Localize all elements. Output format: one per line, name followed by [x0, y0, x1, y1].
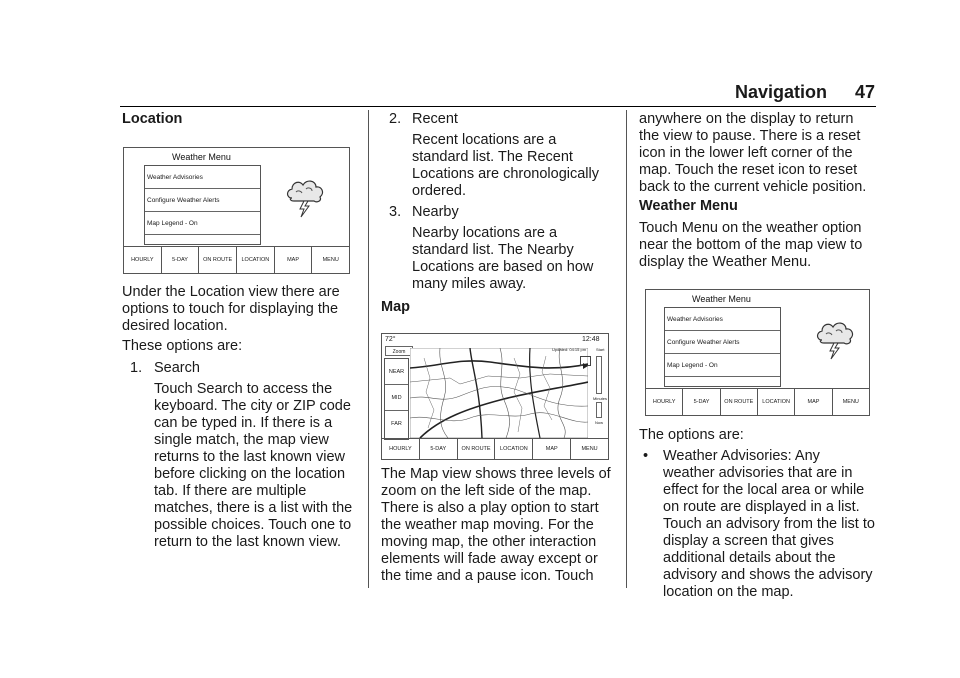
play-button — [580, 356, 591, 366]
zoom-label: Zoom — [385, 346, 413, 356]
list-number: 1. — [130, 360, 143, 376]
weather-advisories-bullet: Weather Advisories: Any weather advisories that are in effect for the local area or while on route are displayed in a list. Touch an advisory from the list to display a screen that gives additional details about the advisory and shows the advisory location on the map. — [663, 448, 875, 600]
location-button: LOCATION — [495, 439, 533, 459]
list-number: 3. — [389, 204, 402, 220]
minutes-label: Minutes — [593, 396, 608, 401]
weather-menu-list — [664, 307, 781, 387]
search-body: Touch Search to access the keyboard. The city or ZIP code can be typed in. If there is a single match, the map view returns to the last known view before clicking on the location tab. If there are multiple matches, there is a list with the possible choices. Touch one to return to the last known view. — [154, 381, 353, 550]
weather-menu-heading: Weather Menu — [639, 198, 738, 214]
five-day-button: 5-DAY — [683, 389, 720, 415]
page-number: 47 — [855, 82, 876, 102]
map-button: MAP — [795, 389, 832, 415]
weather-map-figure — [381, 333, 609, 460]
list-item: Configure Weather Alerts — [665, 331, 780, 354]
list-item: Weather Advisories — [665, 308, 780, 331]
bullet-marker: • — [643, 448, 649, 464]
timeline-slider-lower — [596, 402, 602, 418]
five-day-button: 5-DAY — [420, 439, 458, 459]
column-divider — [626, 110, 627, 588]
map-para: The Map view shows three levels of zoom on the left side of the map. There is also a play option to start the weather map moving. For the moving map, the other interaction elements will fade away except or the time and a pause icon. Touch — [381, 466, 611, 584]
location-button: LOCATION — [758, 389, 795, 415]
weather-menu-figure — [123, 147, 350, 274]
storm-cloud-icon — [814, 318, 858, 362]
location-para: Under the Location view there are options to touch for displaying the desired location. — [122, 284, 340, 334]
on-route-button: ON ROUTE — [199, 247, 237, 273]
map-footer — [382, 438, 608, 459]
zoom-controls — [384, 358, 409, 440]
nearby-title: Nearby — [412, 204, 459, 220]
menu-button: MENU — [581, 446, 598, 452]
location-heading: Location — [122, 111, 183, 127]
recent-title: Recent — [412, 111, 458, 127]
map-para-continued: anywhere on the display to return the view to pause. There is a reset icon in the lower left corner of the map. Touch the reset icon to reset back to the current vehicle position. — [639, 111, 867, 195]
start-label: Start — [596, 347, 605, 352]
weather-menu-list — [144, 165, 261, 245]
hourly-button: HOURLY — [646, 389, 683, 415]
zoom-near-button: NEAR — [385, 359, 408, 385]
nearby-body: Nearby locations are a standard list. The Nearby Locations are based on how many miles away. — [412, 225, 594, 292]
map-button: MAP — [275, 247, 313, 273]
storm-cloud-icon — [284, 176, 328, 220]
play-icon — [581, 362, 590, 370]
recent-body: Recent locations are a standard list. The Recent Locations are chronologically ordered. — [412, 132, 599, 199]
list-item: Weather Advisories — [145, 166, 260, 189]
clock: 12:48 — [582, 336, 600, 343]
list-item: Configure Weather Alerts — [145, 189, 260, 212]
on-route-button: ON ROUTE — [721, 389, 758, 415]
zoom-mid-button: MID — [385, 385, 408, 411]
header-rule — [120, 106, 876, 107]
list-number: 2. — [389, 111, 402, 127]
list-item: Map Legend - On — [665, 354, 780, 377]
weather-menu-footer — [646, 388, 869, 415]
search-title: Search — [154, 360, 200, 376]
temperature: 72° — [385, 336, 396, 343]
now-label: Now — [595, 420, 604, 425]
timeline-slider — [596, 356, 602, 394]
zoom-far-button: FAR — [391, 421, 402, 427]
options-intro: The options are: — [639, 427, 744, 443]
weather-menu-title: Weather Menu — [172, 152, 231, 162]
map-button: MAP — [533, 439, 571, 459]
updated-label: Updated: 04:15 pm — [552, 347, 587, 352]
weather-menu-title: Weather Menu — [692, 294, 751, 304]
on-route-button: ON ROUTE — [458, 439, 496, 459]
section-title: Navigation — [735, 82, 828, 102]
weather-menu-figure — [645, 289, 870, 416]
hourly-button: HOURLY — [124, 247, 162, 273]
map-heading: Map — [381, 299, 410, 315]
location-button: LOCATION — [237, 247, 275, 273]
list-item: Map Legend - On — [145, 212, 260, 235]
five-day-button: 5-DAY — [162, 247, 200, 273]
options-intro: These options are: — [122, 338, 243, 354]
menu-button: MENU — [322, 257, 339, 263]
map-roads — [410, 348, 588, 438]
weather-menu-para: Touch Menu on the weather option near the bottom of the map view to display the Weather Menu. — [639, 220, 863, 270]
weather-menu-footer — [124, 246, 349, 273]
column-divider — [368, 110, 369, 588]
menu-button: MENU — [842, 399, 859, 405]
hourly-button: HOURLY — [382, 439, 420, 459]
